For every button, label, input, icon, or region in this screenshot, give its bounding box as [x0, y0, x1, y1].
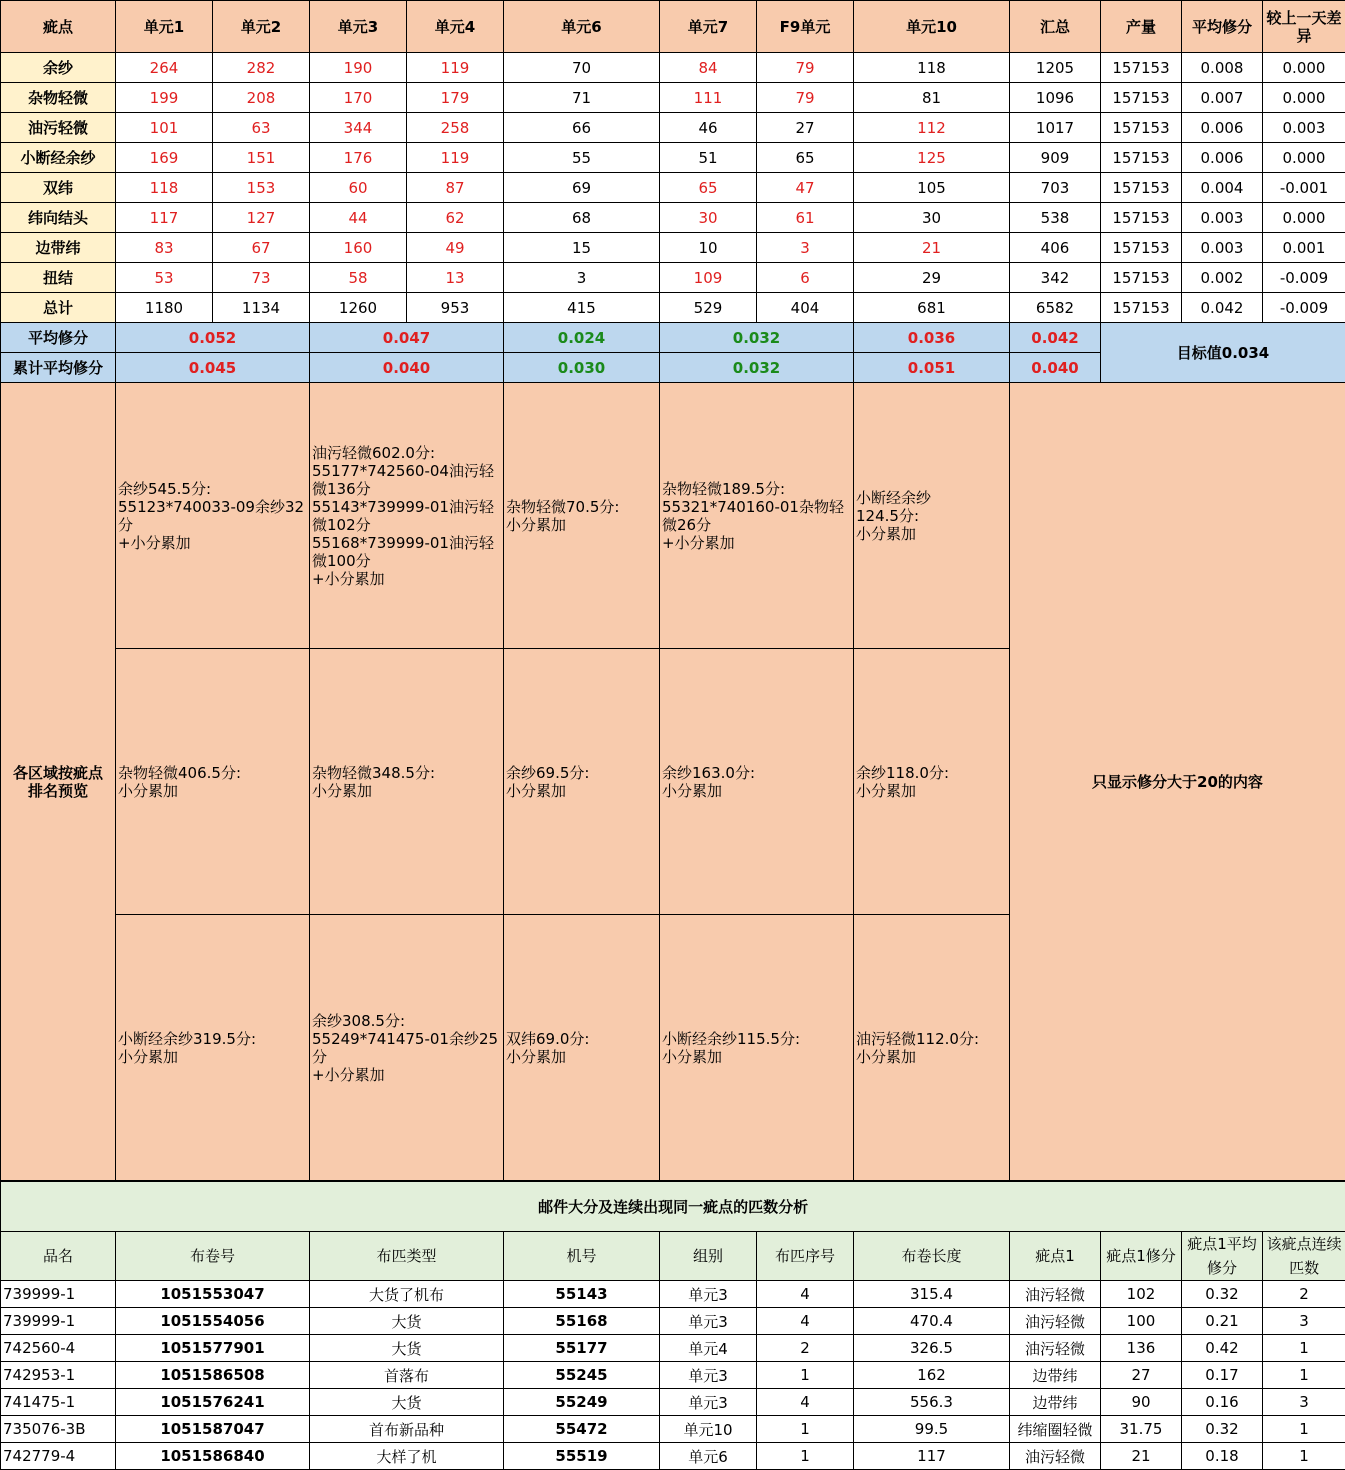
group: 单元3: [660, 1389, 757, 1416]
region-cell: 余纱69.5分: 小分累加: [504, 649, 660, 915]
defect-1-avg-score: 0.18: [1182, 1443, 1263, 1470]
product-name: 742779-4: [1, 1443, 116, 1470]
defect-1-avg-score: 0.16: [1182, 1389, 1263, 1416]
defect-label: 双纬: [1, 173, 116, 203]
product-name: 742560-4: [1, 1335, 116, 1362]
defect-1: 边带纬: [1010, 1362, 1101, 1389]
output-value: 157153: [1101, 203, 1182, 233]
unit-value: 10: [660, 233, 757, 263]
total-value: 406: [1010, 233, 1101, 263]
unit-value: 61: [757, 203, 854, 233]
unit-value: 953: [407, 293, 504, 323]
unit-value: 66: [504, 113, 660, 143]
consecutive-count: 3: [1263, 1389, 1345, 1416]
cumulative-avg-score-value: 0.040: [1010, 353, 1101, 383]
cumulative-avg-score-value: 0.051: [854, 353, 1010, 383]
defect-1-score: 27: [1101, 1362, 1182, 1389]
unit-value: 1180: [116, 293, 213, 323]
total-value: 1205: [1010, 53, 1101, 83]
unit-value: 58: [310, 263, 407, 293]
unit-value: 1134: [213, 293, 310, 323]
diff-value: 0.000: [1263, 203, 1345, 233]
mail-header-row: [1, 1232, 1345, 1281]
defect-1-avg-score: 0.21: [1182, 1308, 1263, 1335]
mail-row: [1, 1443, 1345, 1470]
unit-value: 344: [310, 113, 407, 143]
unit-value: 83: [116, 233, 213, 263]
region-cell: 小断经余纱 124.5分: 小分累加: [854, 383, 1010, 649]
defect-1: 边带纬: [1010, 1389, 1101, 1416]
unit-value: 170: [310, 83, 407, 113]
total-value: 538: [1010, 203, 1101, 233]
avg-score-value: 0.008: [1182, 53, 1263, 83]
machine-number: 55168: [504, 1308, 660, 1335]
defect-1-avg-score: 0.32: [1182, 1281, 1263, 1308]
unit-value: 6: [757, 263, 854, 293]
unit-value: 119: [407, 143, 504, 173]
diff-value: -0.009: [1263, 293, 1345, 323]
defect-label: 总计: [1, 293, 116, 323]
unit-value: 49: [407, 233, 504, 263]
consecutive-count: 1: [1263, 1362, 1345, 1389]
group: 单元3: [660, 1308, 757, 1335]
total-value: 342: [1010, 263, 1101, 293]
roll-length: 99.5: [854, 1416, 1010, 1443]
group: 单元6: [660, 1443, 757, 1470]
region-ranking-label: 各区域按疵点 排名预览: [1, 383, 116, 1181]
avg-score-value: 0.024: [504, 323, 660, 353]
unit-value: 151: [213, 143, 310, 173]
unit-value: 176: [310, 143, 407, 173]
header-unit: 单元1: [116, 1, 213, 53]
unit-value: 62: [407, 203, 504, 233]
cloth-sequence: 4: [757, 1308, 854, 1335]
defect-1: 油污轻微: [1010, 1335, 1101, 1362]
unit-value: 119: [407, 53, 504, 83]
unit-value: 258: [407, 113, 504, 143]
unit-value: 160: [310, 233, 407, 263]
mail-header: 布卷长度: [854, 1232, 1010, 1281]
avg-score-value: 0.006: [1182, 143, 1263, 173]
unit-value: 404: [757, 293, 854, 323]
unit-value: 67: [213, 233, 310, 263]
header-unit: 单元4: [407, 1, 504, 53]
cloth-type: 大货: [310, 1308, 504, 1335]
unit-value: 55: [504, 143, 660, 173]
diff-value: -0.001: [1263, 173, 1345, 203]
defect-row: [1, 113, 1345, 143]
region-cell: 余纱163.0分: 小分累加: [660, 649, 854, 915]
avg-score-label: 平均修分: [1, 323, 116, 353]
consecutive-count: 1: [1263, 1416, 1345, 1443]
unit-value: 70: [504, 53, 660, 83]
unit-value: 101: [116, 113, 213, 143]
mail-row: [1, 1281, 1345, 1308]
output-value: 157153: [1101, 173, 1182, 203]
roll-length: 315.4: [854, 1281, 1010, 1308]
defect-label: 余纱: [1, 53, 116, 83]
header-unit: 单元10: [854, 1, 1010, 53]
mail-header: 组别: [660, 1232, 757, 1281]
unit-value: 112: [854, 113, 1010, 143]
unit-value: 1260: [310, 293, 407, 323]
region-cell: 余纱545.5分: 55123*740033-09余纱32分 +小分累加: [116, 383, 310, 649]
defect-label: 扭结: [1, 263, 116, 293]
region-ranking-row: [1, 383, 1345, 649]
mail-row: [1, 1389, 1345, 1416]
region-cell: 余纱118.0分: 小分累加: [854, 649, 1010, 915]
roll-number: 1051576241: [116, 1389, 310, 1416]
mail-header: 布匹类型: [310, 1232, 504, 1281]
unit-value: 111: [660, 83, 757, 113]
unit-value: 30: [854, 203, 1010, 233]
defect-1: 油污轻微: [1010, 1443, 1101, 1470]
unit-value: 68: [504, 203, 660, 233]
defect-label: 边带纬: [1, 233, 116, 263]
unit-value: 264: [116, 53, 213, 83]
header-unit: 单元2: [213, 1, 310, 53]
region-cell: 余纱308.5分: 55249*741475-01余纱25分 +小分累加: [310, 915, 504, 1181]
unit-value: 105: [854, 173, 1010, 203]
diff-value: -0.009: [1263, 263, 1345, 293]
defect-row: [1, 293, 1345, 323]
unit-value: 51: [660, 143, 757, 173]
cloth-sequence: 2: [757, 1335, 854, 1362]
mail-row: [1, 1362, 1345, 1389]
unit-value: 53: [116, 263, 213, 293]
avg-score-value: 0.003: [1182, 203, 1263, 233]
cloth-type: 大货: [310, 1335, 504, 1362]
roll-number: 1051586508: [116, 1362, 310, 1389]
defect-1: 油污轻微: [1010, 1281, 1101, 1308]
unit-value: 118: [854, 53, 1010, 83]
unit-value: 69: [504, 173, 660, 203]
machine-number: 55249: [504, 1389, 660, 1416]
unit-value: 117: [116, 203, 213, 233]
mail-title-row: [1, 1182, 1345, 1232]
mail-row: [1, 1308, 1345, 1335]
avg-score-value: 0.004: [1182, 173, 1263, 203]
consecutive-count: 1: [1263, 1335, 1345, 1362]
defect-1: 油污轻微: [1010, 1308, 1101, 1335]
roll-number: 1051554056: [116, 1308, 310, 1335]
roll-length: 117: [854, 1443, 1010, 1470]
group: 单元10: [660, 1416, 757, 1443]
unit-value: 65: [757, 143, 854, 173]
output-value: 157153: [1101, 83, 1182, 113]
total-value: 6582: [1010, 293, 1101, 323]
unit-value: 46: [660, 113, 757, 143]
output-value: 157153: [1101, 53, 1182, 83]
region-cell: 杂物轻微348.5分: 小分累加: [310, 649, 504, 915]
roll-number: 1051587047: [116, 1416, 310, 1443]
avg-score-row: [1, 323, 1345, 353]
unit-value: 282: [213, 53, 310, 83]
product-name: 742953-1: [1, 1362, 116, 1389]
unit-value: 65: [660, 173, 757, 203]
product-name: 741475-1: [1, 1389, 116, 1416]
output-value: 157153: [1101, 143, 1182, 173]
header-diff-prev-day: 较上一天差异: [1263, 1, 1345, 53]
avg-score-value: 0.002: [1182, 263, 1263, 293]
roll-length: 326.5: [854, 1335, 1010, 1362]
unit-value: 208: [213, 83, 310, 113]
defect-label: 纬向结头: [1, 203, 116, 233]
header-unit: 单元3: [310, 1, 407, 53]
unit-value: 681: [854, 293, 1010, 323]
product-name: 735076-3B: [1, 1416, 116, 1443]
mail-header: 机号: [504, 1232, 660, 1281]
roll-number: 1051586840: [116, 1443, 310, 1470]
defect-1-avg-score: 0.32: [1182, 1416, 1263, 1443]
avg-score-value: 0.036: [854, 323, 1010, 353]
consecutive-count: 3: [1263, 1308, 1345, 1335]
cloth-sequence: 4: [757, 1281, 854, 1308]
defect-row: [1, 233, 1345, 263]
consecutive-count: 1: [1263, 1443, 1345, 1470]
cumulative-avg-score-value: 0.040: [310, 353, 504, 383]
target-value: 目标值0.034: [1101, 323, 1345, 383]
total-value: 1096: [1010, 83, 1101, 113]
mail-header: 该疵点连续匹数: [1263, 1232, 1345, 1281]
defect-row: [1, 83, 1345, 113]
machine-number: 55519: [504, 1443, 660, 1470]
region-cell: 杂物轻微189.5分: 55321*740160-01杂物轻微26分 +小分累加: [660, 383, 854, 649]
defect-1-score: 102: [1101, 1281, 1182, 1308]
header-defect: 疵点: [1, 1, 116, 53]
avg-score-value: 0.047: [310, 323, 504, 353]
defect-row: [1, 143, 1345, 173]
unit-value: 27: [757, 113, 854, 143]
mail-analysis-table: [0, 1181, 1345, 1470]
region-cell: 杂物轻微70.5分: 小分累加: [504, 383, 660, 649]
unit-value: 199: [116, 83, 213, 113]
region-note: 只显示修分大于20的内容: [1010, 383, 1345, 1181]
region-cell: 油污轻微602.0分: 55177*742560-04油污轻微136分 55143*739999-01油污轻微102分 55168*739999-01油污轻微100分 +小分累加: [310, 383, 504, 649]
header-unit: 单元6: [504, 1, 660, 53]
mail-header: 布卷号: [116, 1232, 310, 1281]
cumulative-avg-score-value: 0.030: [504, 353, 660, 383]
unit-value: 13: [407, 263, 504, 293]
mail-row: [1, 1335, 1345, 1362]
unit-value: 118: [116, 173, 213, 203]
defect-row: [1, 203, 1345, 233]
unit-value: 127: [213, 203, 310, 233]
cloth-sequence: 1: [757, 1362, 854, 1389]
mail-row: [1, 1416, 1345, 1443]
roll-length: 162: [854, 1362, 1010, 1389]
machine-number: 55245: [504, 1362, 660, 1389]
output-value: 157153: [1101, 263, 1182, 293]
unit-value: 109: [660, 263, 757, 293]
unit-value: 44: [310, 203, 407, 233]
defect-1-avg-score: 0.17: [1182, 1362, 1263, 1389]
machine-number: 55472: [504, 1416, 660, 1443]
unit-value: 87: [407, 173, 504, 203]
defect-1-score: 136: [1101, 1335, 1182, 1362]
defect-1-score: 90: [1101, 1389, 1182, 1416]
cloth-type: 首布新品种: [310, 1416, 504, 1443]
defect-1: 纬缩圈轻微: [1010, 1416, 1101, 1443]
cloth-type: 大货: [310, 1389, 504, 1416]
unit-value: 84: [660, 53, 757, 83]
cloth-sequence: 4: [757, 1389, 854, 1416]
total-value: 703: [1010, 173, 1101, 203]
unit-value: 21: [854, 233, 1010, 263]
defect-row: [1, 53, 1345, 83]
diff-value: 0.000: [1263, 53, 1345, 83]
header-unit: F9单元: [757, 1, 854, 53]
group: 单元3: [660, 1281, 757, 1308]
region-cell: 双纬69.0分: 小分累加: [504, 915, 660, 1181]
avg-score-value: 0.006: [1182, 113, 1263, 143]
unit-value: 30: [660, 203, 757, 233]
unit-value: 15: [504, 233, 660, 263]
cumulative-avg-score-label: 累计平均修分: [1, 353, 116, 383]
avg-score-value: 0.042: [1010, 323, 1101, 353]
defect-1-score: 31.75: [1101, 1416, 1182, 1443]
defect-1-score: 21: [1101, 1443, 1182, 1470]
roll-length: 470.4: [854, 1308, 1010, 1335]
region-cell: 油污轻微112.0分: 小分累加: [854, 915, 1010, 1181]
defect-row: [1, 173, 1345, 203]
roll-number: 1051553047: [116, 1281, 310, 1308]
avg-score-value: 0.007: [1182, 83, 1263, 113]
defect-label: 小断经余纱: [1, 143, 116, 173]
mail-header: 疵点1: [1010, 1232, 1101, 1281]
avg-score-value: 0.003: [1182, 233, 1263, 263]
unit-value: 179: [407, 83, 504, 113]
mail-header: 布匹序号: [757, 1232, 854, 1281]
cloth-type: 大样了机: [310, 1443, 504, 1470]
unit-value: 79: [757, 83, 854, 113]
mail-header: 疵点1修分: [1101, 1232, 1182, 1281]
unit-value: 125: [854, 143, 1010, 173]
avg-score-value: 0.052: [116, 323, 310, 353]
group: 单元3: [660, 1362, 757, 1389]
unit-value: 29: [854, 263, 1010, 293]
unit-value: 60: [310, 173, 407, 203]
product-name: 739999-1: [1, 1281, 116, 1308]
unit-value: 79: [757, 53, 854, 83]
group: 单元4: [660, 1335, 757, 1362]
header-row: [1, 1, 1345, 53]
output-value: 157153: [1101, 113, 1182, 143]
total-value: 1017: [1010, 113, 1101, 143]
unit-value: 169: [116, 143, 213, 173]
cloth-type: 首落布: [310, 1362, 504, 1389]
cloth-type: 大货了机布: [310, 1281, 504, 1308]
unit-value: 415: [504, 293, 660, 323]
unit-value: 3: [757, 233, 854, 263]
defect-row: [1, 263, 1345, 293]
unit-value: 153: [213, 173, 310, 203]
roll-length: 556.3: [854, 1389, 1010, 1416]
diff-value: 0.001: [1263, 233, 1345, 263]
unit-value: 73: [213, 263, 310, 293]
defect-1-avg-score: 0.42: [1182, 1335, 1263, 1362]
machine-number: 55143: [504, 1281, 660, 1308]
total-value: 909: [1010, 143, 1101, 173]
unit-value: 529: [660, 293, 757, 323]
avg-score-value: 0.032: [660, 323, 854, 353]
product-name: 739999-1: [1, 1308, 116, 1335]
unit-value: 81: [854, 83, 1010, 113]
consecutive-count: 2: [1263, 1281, 1345, 1308]
mail-header: 疵点1平均修分: [1182, 1232, 1263, 1281]
diff-value: 0.000: [1263, 143, 1345, 173]
cumulative-avg-score-value: 0.045: [116, 353, 310, 383]
output-value: 157153: [1101, 293, 1182, 323]
unit-value: 71: [504, 83, 660, 113]
cloth-sequence: 1: [757, 1416, 854, 1443]
output-value: 157153: [1101, 233, 1182, 263]
cloth-sequence: 1: [757, 1443, 854, 1470]
header-total: 汇总: [1010, 1, 1101, 53]
unit-value: 63: [213, 113, 310, 143]
defect-label: 杂物轻微: [1, 83, 116, 113]
mail-title: 邮件大分及连续出现同一疵点的匹数分析: [1, 1182, 1345, 1232]
diff-value: 0.000: [1263, 83, 1345, 113]
defect-label: 油污轻微: [1, 113, 116, 143]
mail-header: 品名: [1, 1232, 116, 1281]
unit-value: 3: [504, 263, 660, 293]
unit-value: 190: [310, 53, 407, 83]
region-cell: 小断经余纱319.5分: 小分累加: [116, 915, 310, 1181]
defect-1-score: 100: [1101, 1308, 1182, 1335]
header-unit: 单元7: [660, 1, 757, 53]
avg-score-value: 0.042: [1182, 293, 1263, 323]
cumulative-avg-score-value: 0.032: [660, 353, 854, 383]
header-output: 产量: [1101, 1, 1182, 53]
region-cell: 杂物轻微406.5分: 小分累加: [116, 649, 310, 915]
roll-number: 1051577901: [116, 1335, 310, 1362]
region-cell: 小断经余纱115.5分: 小分累加: [660, 915, 854, 1181]
unit-value: 47: [757, 173, 854, 203]
diff-value: 0.003: [1263, 113, 1345, 143]
header-avg-score: 平均修分: [1182, 1, 1263, 53]
machine-number: 55177: [504, 1335, 660, 1362]
